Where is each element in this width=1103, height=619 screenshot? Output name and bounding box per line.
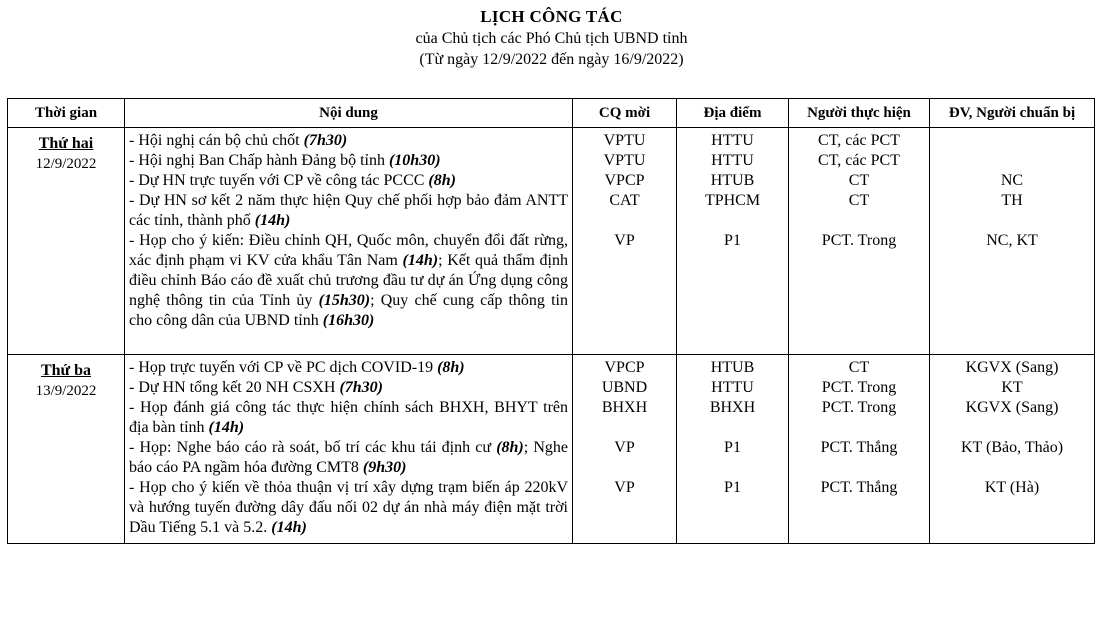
- list-item: [129, 191, 568, 231]
- prep-value: NC, KT: [986, 232, 1038, 249]
- day-cell: [8, 355, 125, 544]
- prep-value: KT (Bảo, Thảo): [960, 439, 1064, 456]
- prep-cell: [930, 355, 1095, 544]
- item-text: - Họp cho ý kiến: Điều chỉnh QH, Quốc môn, chuyển đổi đất rừng, xác định phạm vi KV cửa khẩu Tân Nam: [129, 232, 568, 269]
- prep-value: KGVX (Sang): [965, 359, 1059, 376]
- location-value: HTTU: [711, 132, 754, 149]
- inviter-value: UBND: [601, 379, 648, 396]
- table-row: [8, 128, 1095, 355]
- inviter-value: BHXH: [601, 399, 648, 416]
- inviter-value: VP: [614, 232, 635, 249]
- day-name: Thứ hai: [38, 135, 94, 152]
- list-item: [129, 131, 568, 151]
- item-text: - Dự HN trực tuyến với CP về công tác PCCC: [129, 172, 429, 189]
- item-text: ; Kết quả thẩm định điều chỉnh Báo cáo đề xuất chủ trương đầu tư dự án Ứng dụng công nghệ thông tin của Tỉnh ủy: [129, 252, 569, 309]
- time-marker: (14h): [254, 212, 291, 229]
- list-item: [129, 398, 568, 438]
- location-cell: [677, 128, 789, 355]
- executor-value: PCT. Trong: [821, 232, 897, 249]
- item-text: ; Nghe báo cáo PA ngầm hóa đường CMT8: [129, 439, 568, 476]
- inviter-cell: [573, 355, 677, 544]
- inviter-value: VPTU: [603, 132, 646, 149]
- list-item: [129, 231, 568, 351]
- executor-cell: [789, 128, 930, 355]
- time-marker: (8h): [437, 359, 465, 376]
- list-item: [129, 171, 568, 191]
- item-text: - Dự HN sơ kết 2 năm thực hiện Quy chế phối hợp bảo đảm ANTT các tỉnh, thành phố: [129, 192, 568, 229]
- document-subtitle: của Chủ tịch các Phó Chủ tịch UBND tỉnh: [415, 30, 688, 47]
- date-range: (Từ ngày 12/9/2022 đến ngày 16/9/2022): [419, 51, 684, 68]
- list-item: [129, 358, 568, 378]
- inviter-value: VPCP: [604, 172, 645, 189]
- content-cell: [125, 355, 573, 544]
- inviter-value: VPCP: [604, 359, 645, 376]
- item-text: - Họp: Nghe báo cáo rà soát, bố trí các khu tái định cư: [129, 439, 497, 456]
- executor-cell: [789, 355, 930, 544]
- prep-value: KT: [1001, 379, 1023, 396]
- item-text: - Hội nghị cán bộ chủ chốt: [129, 132, 304, 149]
- prep-value: TH: [1001, 192, 1023, 209]
- location-value: P1: [724, 232, 741, 249]
- item-text: - Hội nghị Ban Chấp hành Đảng bộ tỉnh: [129, 152, 389, 169]
- location-value: HTUB: [710, 359, 755, 376]
- inviter-value: VPTU: [603, 152, 646, 169]
- time-marker: (15h30): [318, 292, 371, 309]
- time-marker: (8h): [496, 439, 524, 456]
- list-item: [129, 378, 568, 398]
- prep-value: KT (Hà): [984, 479, 1040, 496]
- column-header-location: Địa điểm: [677, 99, 789, 128]
- inviter-value: VP: [614, 439, 635, 456]
- day-date: 12/9/2022: [35, 156, 97, 172]
- day-name: Thứ ba: [40, 362, 92, 379]
- document-header: [0, 6, 1103, 70]
- item-text: - Họp cho ý kiến về thỏa thuận vị trí xây dựng trạm biến áp 220kV và hướng tuyến đường dây đấu nối 02 dự án nhà máy điện mặt trời Dầu Tiếng 5.1 và 5.2.: [129, 479, 568, 536]
- location-value: BHXH: [709, 399, 756, 416]
- time-marker: (7h30): [339, 379, 384, 396]
- prep-value: NC: [1000, 172, 1024, 189]
- location-value: TPHCM: [704, 192, 761, 209]
- schedule-table: [7, 98, 1095, 544]
- executor-value: CT: [848, 192, 870, 209]
- location-value: HTUB: [710, 172, 755, 189]
- document-title: LỊCH CÔNG TÁC: [480, 7, 623, 26]
- executor-value: PCT. Thắng: [820, 479, 898, 496]
- content-cell: [125, 128, 573, 355]
- day-date: 13/9/2022: [35, 383, 97, 399]
- table-header-row: [8, 99, 1095, 128]
- executor-value: PCT. Trong: [821, 399, 897, 416]
- inviter-value: VP: [614, 479, 635, 496]
- time-marker: (14h): [271, 519, 307, 536]
- day-cell: [8, 128, 125, 355]
- time-marker: (14h): [208, 419, 245, 436]
- item-text: - Họp trực tuyến với CP về PC dịch COVID-19: [129, 359, 438, 376]
- prep-value: [932, 151, 1092, 171]
- inviter-cell: [573, 128, 677, 355]
- prep-cell: [930, 128, 1095, 355]
- time-marker: (10h30): [388, 152, 441, 169]
- executor-value: PCT. Trong: [821, 379, 897, 396]
- location-value: P1: [724, 479, 741, 496]
- list-item: [129, 478, 568, 540]
- location-value: HTTU: [711, 152, 754, 169]
- prep-value: KGVX (Sang): [965, 399, 1059, 416]
- column-header-time: Thời gian: [8, 99, 125, 128]
- inviter-value: CAT: [609, 192, 640, 209]
- list-item: [129, 438, 568, 478]
- column-header-prep: ĐV, Người chuẩn bị: [930, 99, 1095, 128]
- executor-value: CT, các PCT: [818, 152, 900, 169]
- executor-value: CT: [848, 359, 870, 376]
- list-item: [129, 151, 568, 171]
- location-value: HTTU: [711, 379, 754, 396]
- item-text: - Dự HN tổng kết 20 NH CSXH: [129, 379, 340, 396]
- executor-value: CT, các PCT: [818, 132, 900, 149]
- time-marker: (9h30): [362, 459, 407, 476]
- column-header-inviter: CQ mời: [573, 99, 677, 128]
- location-cell: [677, 355, 789, 544]
- time-marker: (8h): [428, 172, 456, 189]
- time-marker: (7h30): [303, 132, 348, 149]
- time-marker: (16h30): [322, 312, 375, 329]
- location-value: P1: [724, 439, 741, 456]
- time-marker: (14h): [402, 252, 439, 269]
- executor-value: PCT. Thắng: [820, 439, 898, 456]
- prep-value: [932, 131, 1092, 151]
- table-row: [8, 355, 1095, 544]
- item-text: ; Quy chế cung cấp thông tin cho công dân của UBND tỉnh: [129, 292, 568, 329]
- item-text: - Họp đánh giá công tác thực hiện chính sách BHXH, BHYT trên địa bàn tỉnh: [129, 399, 568, 436]
- column-header-content: Nội dung: [125, 99, 573, 128]
- column-header-executor: Người thực hiện: [789, 99, 930, 128]
- executor-value: CT: [848, 172, 870, 189]
